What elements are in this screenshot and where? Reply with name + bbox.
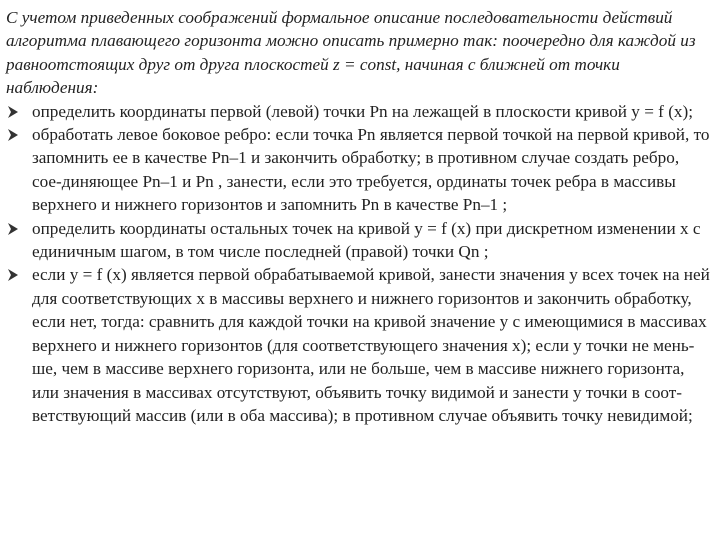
bullet-item-1 <box>6 100 710 123</box>
bullet-item-3 <box>6 217 710 264</box>
bullet-text-4: если y = f (x) является первой обрабатываемой кривой, занести значения y всех точек на ней для соответствующих x в массивы верхнего и нижнего горизонтов и закончить обработку, если нет, тогда: сравнить для каждой точки на кривой значение y с имеющимися в массивах верхнего и нижнего горизонтов (для соответствующего значения x); если y точки не мень-ше, чем в массиве верхнего горизонта, или не больше, чем в массиве нижнего горизонта, или значения в массивах отсутствуют, объявить точку видимой и занести y точки в соот-ветствующий массив (или в оба массива); в противном случае объявить точку невидимой; <box>32 265 710 425</box>
bullet-text-2: обработать левое боковое ребро: если точка Pn является первой точкой на первой кривой, то запомнить ее в качестве Pn–1 и закончить обработку; в противном случае создать ребро, сое-диняющее Pn–1 и Pn , занести, если это требуется, ординаты точек ребра в массивы верхнего и нижнего горизонтов и запомнить Pn в качестве Pn–1 ; <box>32 125 710 215</box>
arrow-bullet-icon <box>6 128 20 142</box>
arrow-bullet-icon <box>6 105 20 119</box>
arrow-bullet-icon <box>6 268 20 282</box>
bullet-item-4 <box>6 263 710 427</box>
arrow-bullet-icon <box>6 222 20 236</box>
bullet-item-2 <box>6 123 710 217</box>
bullet-text-1: определить координаты первой (левой) точки Pn на лежащей в плоскости кривой y = f (x); <box>32 101 694 121</box>
bullet-text-3: определить координаты остальных точек на кривой y = f (x) при дискретном изменении x с единичным шагом, в том числе последней (правой) точки Qn ; <box>32 218 701 262</box>
intro-paragraph: С учетом приведенных соображений формальное описание последовательности действий алгоритма плавающего горизонта можно описать примерно так: поочередно для каждой из равноотстоящих друг от друга плоскостей z = const, начиная с ближней от точки наблюдения: <box>6 8 696 98</box>
